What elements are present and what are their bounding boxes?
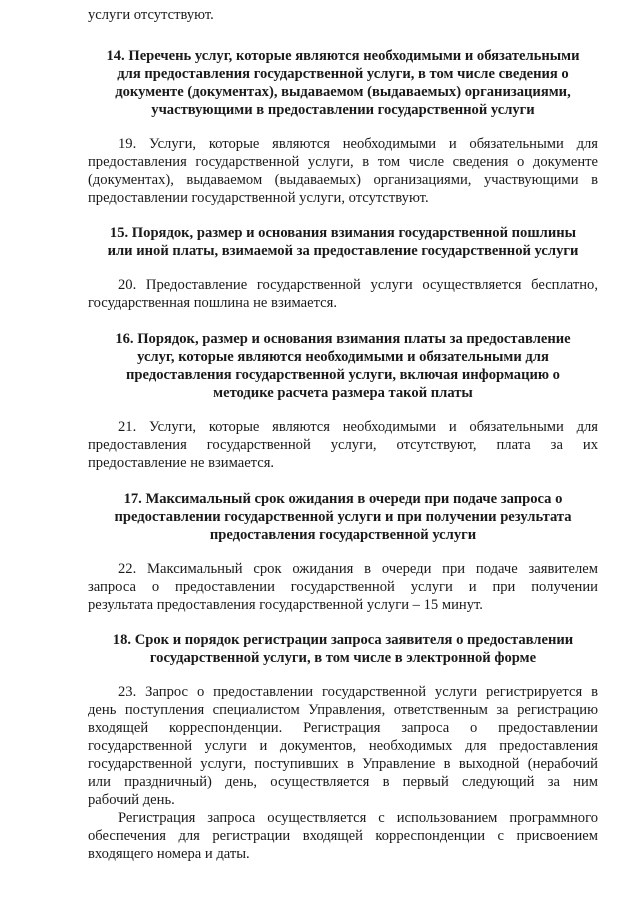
paragraph-line: предоставления государственной услуги, отсутствуют, плата за их: [88, 437, 598, 453]
heading-line: 17. Максимальный срок ожидания в очереди при подаче запроса о: [123, 491, 563, 507]
heading-line: 16. Порядок, размер и основания взимания платы за предоставление: [115, 331, 571, 347]
heading-line: государственной услуги, в том числе в электронной форме: [149, 650, 537, 666]
paragraph-line: входящей корреспонденции. Регистрация запроса о предоставлении: [88, 720, 598, 736]
continuation-text: услуги отсутствуют.: [88, 7, 214, 23]
paragraph-line: 20. Предоставление государственной услуги осуществляется бесплатно,: [118, 277, 598, 293]
paragraph-line: запроса о предоставлении государственной услуги и при получении: [88, 579, 598, 595]
paragraph-line: государственной услуги и документов, необходимых для предоставления: [88, 738, 598, 754]
heading-line: предоставлении государственной услуги и при получении результата: [114, 509, 572, 525]
paragraph-line: государственная пошлина не взимается.: [88, 295, 337, 311]
paragraph-line: государственной услуги, поступивших в Управление в выходной (нерабочий: [88, 756, 598, 772]
paragraph-line: результата предоставления государственной услуги – 15 минут.: [88, 597, 483, 613]
paragraph-line: обеспечения для регистрации входящей корреспонденции с присвоением: [88, 828, 598, 844]
paragraph-line: предоставлении государственной услуги, отсутствуют.: [88, 190, 429, 206]
paragraph-line: предоставления государственной услуги, в том числе сведения о документе: [88, 154, 598, 170]
paragraph-line: день поступления специалистом Управления, ответственным за регистрацию: [88, 702, 598, 718]
paragraph-line: предоставление не взимается.: [88, 455, 275, 471]
paragraph-line: 21. Услуги, которые являются необходимыми и обязательными для: [118, 419, 598, 435]
heading-line: или иной платы, взимаемой за предоставление государственной услуги: [107, 243, 579, 259]
paragraph-line: или праздничный) день, осуществляется в первый следующий за ним: [88, 774, 598, 790]
heading-line: предоставления государственной услуги: [209, 527, 477, 543]
paragraph-line: рабочий день.: [88, 792, 175, 808]
heading-line: услуг, которые являются необходимыми и обязательными для: [137, 349, 549, 365]
heading-line: 14. Перечень услуг, которые являются необходимыми и обязательными: [106, 48, 580, 64]
heading-line: предоставления государственной услуги, включая информацию о: [126, 367, 560, 383]
paragraph-line: 23. Запрос о предоставлении государственной услуги регистрируется в: [118, 684, 598, 700]
heading-line: 18. Срок и порядок регистрации запроса заявителя о предоставлении: [112, 632, 574, 648]
heading-line: документе (документах), выдаваемом (выдаваемых) организациями,: [115, 84, 571, 100]
heading-line: методике расчета размера такой платы: [213, 385, 473, 401]
paragraph-line: 22. Максимальный срок ожидания в очереди при подаче заявителем: [118, 561, 598, 577]
heading-line: для предоставления государственной услуги, в том числе сведения о: [117, 66, 569, 82]
paragraph-line: (документах), выдаваемом (выдаваемых) организациями, участвующими в: [88, 172, 598, 188]
paragraph-line: Регистрация запроса осуществляется с использованием программного: [118, 810, 598, 826]
heading-line: участвующими в предоставлении государственной услуги: [151, 102, 535, 118]
paragraph-line: 19. Услуги, которые являются необходимыми и обязательными для: [118, 136, 598, 152]
heading-line: 15. Порядок, размер и основания взимания государственной пошлины: [109, 225, 577, 241]
paragraph-line: входящего номера и даты.: [88, 846, 250, 862]
